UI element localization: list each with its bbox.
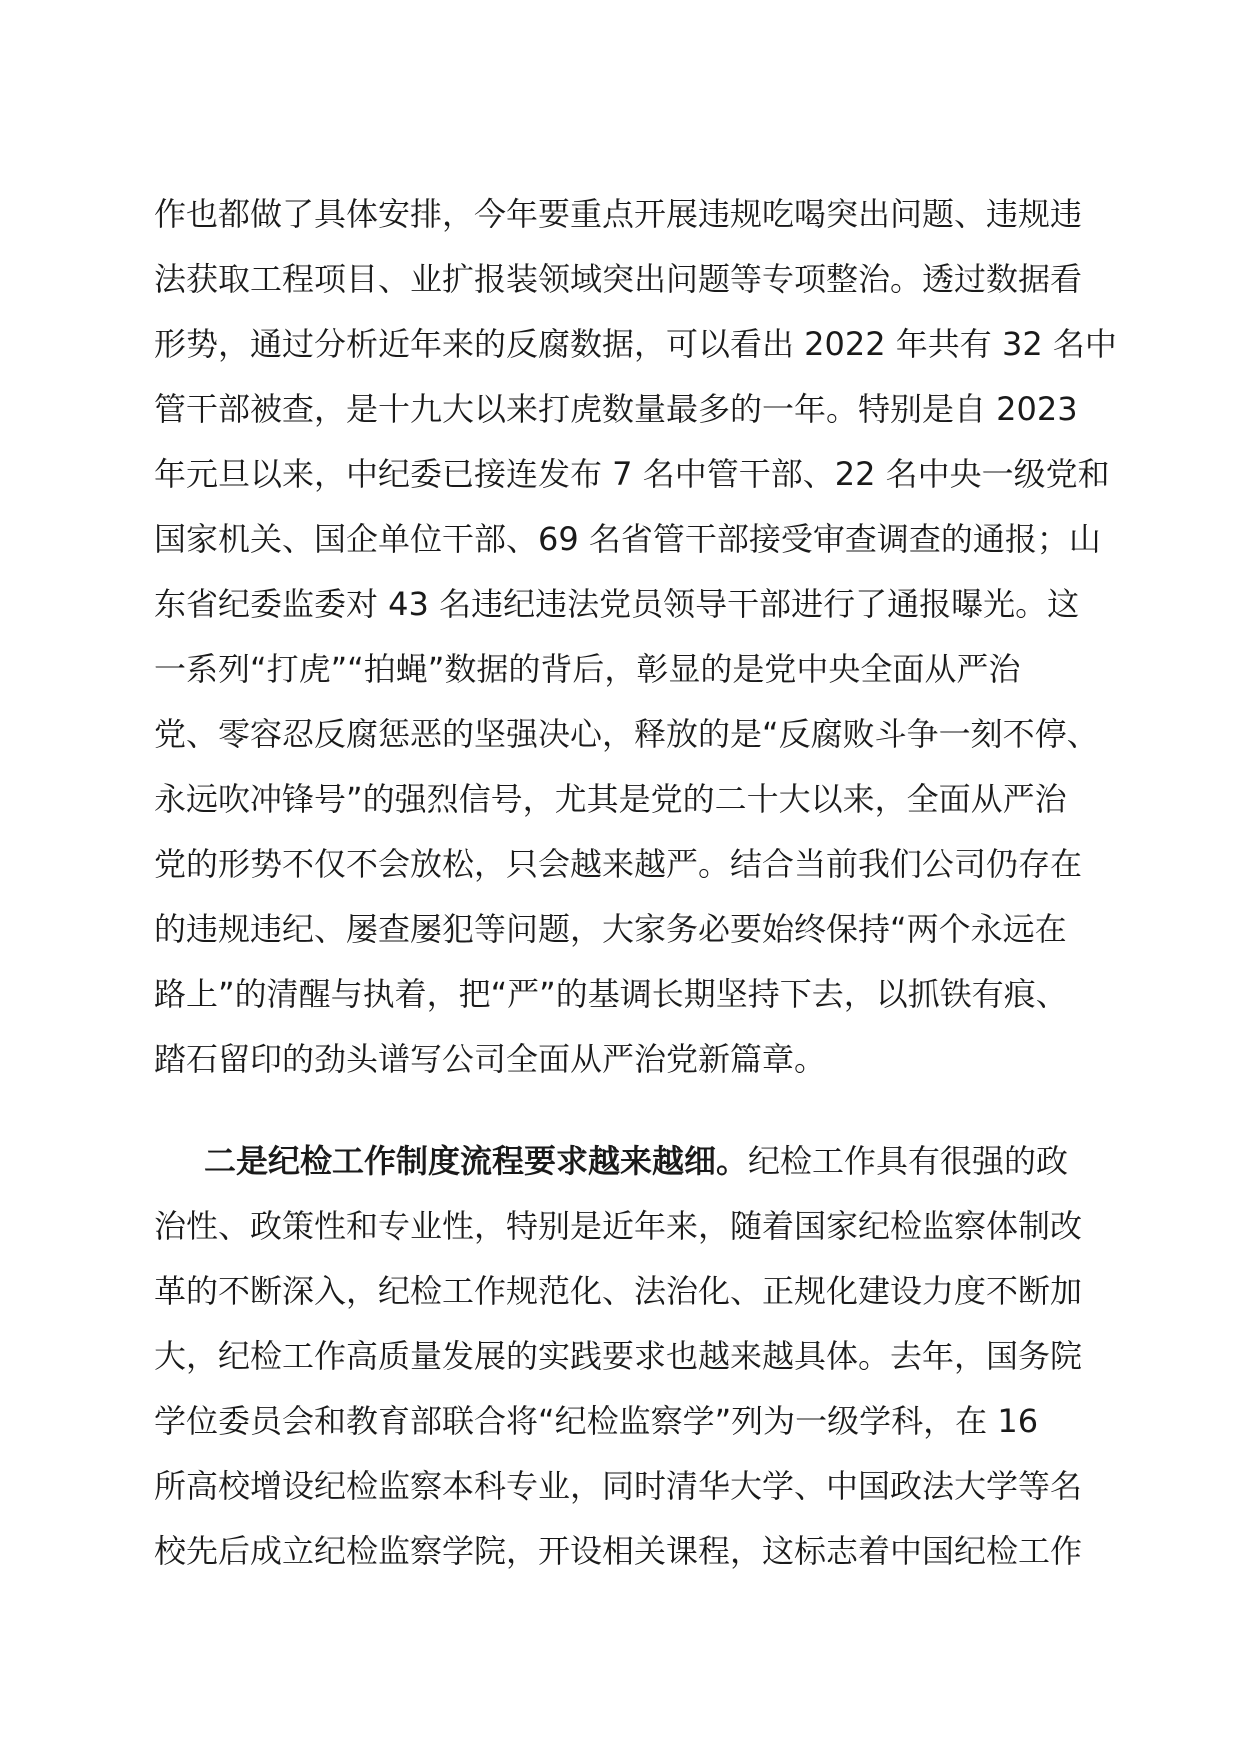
text-line: 校先后成立纪检监察学院，开设相关课程，这标志着中国纪检工作 — [154, 1532, 1083, 1570]
text-line: 年元旦以来，中纪委已接连发布 7 名中管干部、22 名中央一级党和 — [154, 455, 1110, 493]
text-line: 形势，通过分析近年来的反腐数据，可以看出 2022 年共有 32 名中 — [154, 325, 1117, 363]
text-line: 所高校增设纪检监察本科专业，同时清华大学、中国政法大学等名 — [154, 1467, 1083, 1505]
text-line: 法获取工程项目、业扩报装领域突出问题等专项整治。透过数据看 — [154, 260, 1083, 298]
text-line: 大，纪检工作高质量发展的实践要求也越来越具体。去年，国务院 — [154, 1337, 1083, 1375]
paragraph-first-line — [154, 1129, 1094, 1194]
paragraph-continuation — [154, 182, 1117, 1092]
text-line: 学位委员会和教育部联合将“纪检监察学”列为一级学科，在 16 — [154, 1402, 1039, 1440]
text-line: 党的形势不仅不会放松，只会越来越严。结合当前我们公司仍存在 — [154, 845, 1083, 883]
text-line: 作也都做了具体安排，今年要重点开展违规吃喝突出问题、违规违 — [154, 195, 1083, 233]
paragraph-section-two — [154, 1129, 1094, 1584]
text-line: 国家机关、国企单位干部、69 名省管干部接受审查调查的通报；山 — [154, 520, 1101, 558]
text-line: 管干部被查，是十九大以来打虎数量最多的一年。特别是自 2023 — [154, 390, 1078, 428]
text-line: 路上”的清醒与执着，把“严”的基调长期坚持下去，以抓铁有痕、 — [154, 975, 1068, 1013]
text-line: 革的不断深入，纪检工作规范化、法治化、正规化建设力度不断加 — [154, 1272, 1083, 1310]
text-line: 永远吹冲锋号”的强烈信号，尤其是党的二十大以来，全面从严治 — [154, 780, 1067, 818]
text-fragment: 纪检工作具有很强的政 — [748, 1142, 1069, 1180]
text-line: 踏石留印的劲头谱写公司全面从严治党新篇章。 — [154, 1040, 827, 1078]
text-line: 东省纪委监委对 43 名违纪违法党员领导干部进行了通报曝光。这 — [154, 585, 1080, 623]
text-line: 治性、政策性和专业性，特别是近年来，随着国家纪检监察体制改 — [154, 1207, 1083, 1245]
text-line: 的违规违纪、屡查屡犯等问题，大家务必要始终保持“两个永远在 — [154, 910, 1067, 948]
section-heading-bold: 二是纪检工作制度流程要求越来越细。 — [204, 1142, 749, 1180]
text-line: 一系列“打虎”“拍蝇”数据的背后，彰显的是党中央全面从严治 — [154, 650, 1021, 688]
text-line: 党、零容忍反腐惩恶的坚强决心，释放的是“反腐败斗争一刻不停、 — [154, 715, 1099, 753]
